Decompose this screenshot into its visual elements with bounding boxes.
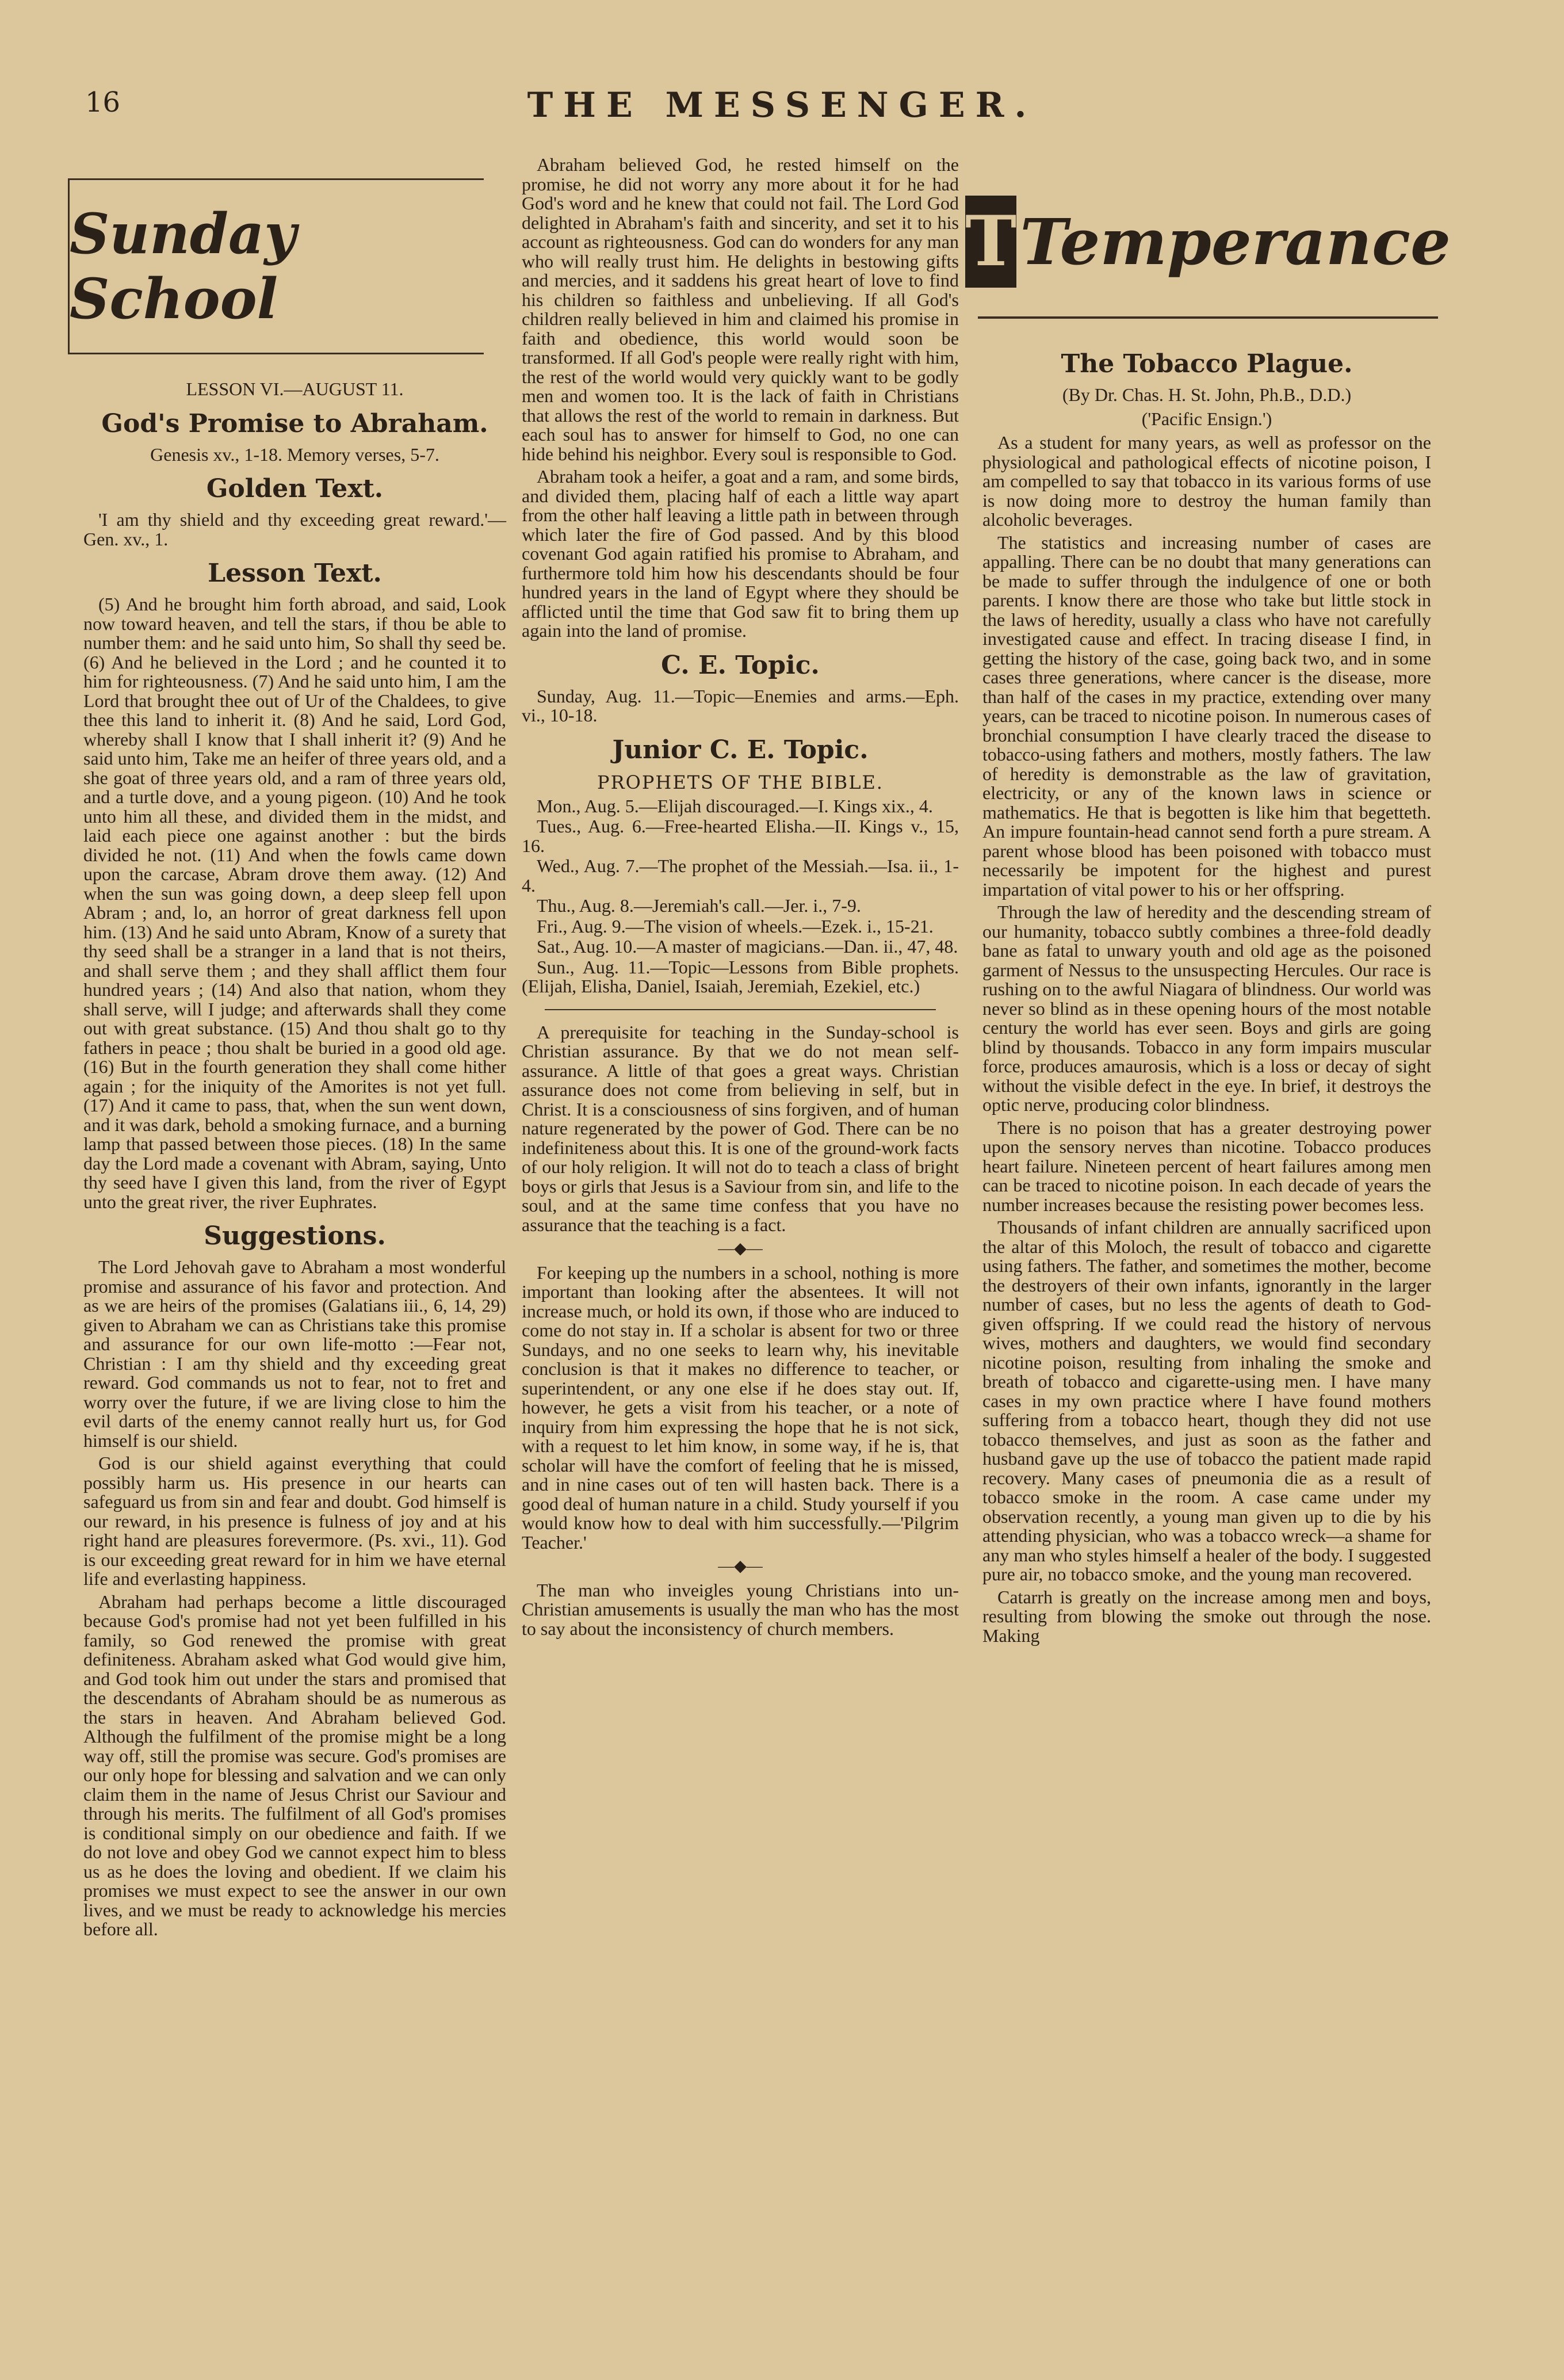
suggestion-paragraph: The Lord Jehovah gave to Abraham a most wonderful promise and assurance of his favor and protection. And as we are heirs of the promises (Galatians iii., 6, 14, 29) given to Abraham we can as Christians take this promise and assurance for our own life-motto :—Fear not, Christian : I am thy shield and thy exceeding great reward. God commands us not to fear, not to fret and worry over the future, if we are living close to him the evil darts of the enemy cannot really hurt us, for God himself is our shield. — [83, 1256, 506, 1451]
junior-ce-heading: Junior C. E. Topic. — [612, 735, 869, 765]
lesson-text-heading: Lesson Text. — [208, 559, 382, 588]
column-right — [982, 339, 1431, 1649]
temperance-initial-box: T — [965, 196, 1016, 288]
list-item: Tues., Aug. 6.—Free-hearted Elisha.—II. Kings v., 15, 16. — [522, 816, 959, 856]
lesson-title: God's Promise to Abraham. — [101, 408, 488, 438]
ornament-divider: —◆— — [718, 1240, 763, 1258]
article-paragraph: The statistics and increasing number of cases are appalling. There can be no doubt that many generations can be made to suffer through the indulgence of one or both parents. I know there are those who take but little stock in the laws of heredity, usually a class who have not carefully investigated cause and effect. In tracing disease I find, in getting the history of the case, going back two, and in some cases three generations, where cancer is the disease, more than half of the cases in my practice, extending over many years, can be traced to nicotine poison. In numerous cases of bronchial consumption I have clearly traced the disease to tobacco-using fathers and mothers, mostly fathers. The law of heredity is demonstrable as the law of gravitation, electricity, or any of the known laws in science or mathematics. He that is begotten is like him that begetteth. An impure fountain-head cannot send forth a pure stream. A parent whose blood has been poisoned with tobacco must necessarily be impotent for the highest and purest impartation of vital power to his or her offspring. — [982, 532, 1431, 900]
suggestion-paragraph: Abraham took a heifer, a goat and a ram, and some birds, and divided them, placing half of each a little way apart from the other half leaving a little path in between through which later the fire of God passed. And by this blood covenant God again ratified his promise to Abraham, and furthermore told him how his descendants should be four hundred years in the land of Egypt where they should be afflicted until the time that God saw fit to bring them up again into the land of promise. — [522, 466, 959, 641]
list-item: Sat., Aug. 10.—A master of magicians.—Dan. ii., 47, 48. — [537, 936, 958, 957]
list-item: Thu., Aug. 8.—Jeremiah's call.—Jer. i., 7-9. — [537, 895, 861, 916]
list-item: Sun., Aug. 11.—Topic—Lessons from Bible prophets. (Elijah, Elisha, Daniel, Isaiah, Jeremiah, Ezekiel, etc.) — [522, 956, 959, 996]
absentees-paragraph: For keeping up the numbers in a school, nothing is more important than looking after the absentees. It will not increase much, or hold its own, if those who are induced to come do not stay in. If a scholar is absent for two or three Sundays, and no one seeks to learn why, his inevitable conclusion is that it makes no difference to teacher, or superintendent, or any one else if he does stay out. If, however, he gets a visit from his teacher, or a note of inquiry from him expressing the hope that he is not sick, with a request to let him know, in some way, if he is, that scholar will have the comfort of feeling that he is missed, and in nine cases out of ten will hasten back. There is a good deal of human nature in a child. Study yourself if you would know how to deal with him successfully.—'Pilgrim Teacher.' — [522, 1262, 959, 1553]
article-paragraph: As a student for many years, as well as professor on the physiological and pathological effects of nicotine poison, I am compelled to say that tobacco in its various forms of use is now doing more to destroy the human family than alcoholic beverages. — [982, 432, 1431, 530]
article-paragraph: Catarrh is greatly on the increase among men and boys, resulting from blowing the smoke out through the nose. Making — [982, 1586, 1431, 1646]
column-middle — [522, 155, 959, 1642]
divider — [545, 1009, 936, 1010]
list-item: Wed., Aug. 7.—The prophet of the Messiah.—Isa. ii., 1-4. — [522, 855, 959, 896]
ornament-divider: —◆— — [718, 1557, 763, 1575]
suggestion-paragraph: Abraham had perhaps become a little discouraged because God's promise had not yet been fulfilled in his family, so God renewed the promise with great definiteness. Abraham asked what God would give him, and God took him out under the stars and promised that the descendants of Abraham should be as numerous as the stars in heaven. And Abraham believed God. Although the fulfilment of the promise might be a long way off, still the promise was secure. God's promises are our only hope for blessing and salvation and we can only claim them in the name of Jesus Christ our Saviour and through his merits. The fulfilment of all God's promises is conditional simply on our obedience and faith. If we do not love and obey God we cannot expect him to bless us as he does the loving and obedient. If we claim his promises we must expect to see the answer in our own lives, and we must be ready to acknowledge his mercies before all. — [83, 1591, 506, 1939]
article-paragraph: There is no poison that has a greater destroying power upon the sensory nerves than nicotine. Tobacco produces heart failure. Nineteen percent of heart failures among men can be traced to nicotine poison. In each decade of years the number increases because the resisting power becomes less. — [982, 1117, 1431, 1215]
masthead: THE MESSENGER. — [527, 85, 1037, 125]
article-paragraph: Through the law of heredity and the descending stream of our humanity, tobacco subtly combines a three-fold deadly bane as fatal to unwary youth and old age as the poisoned garment of Nessus to the unsuspecting Hercules. Our race is rushing on to the awful Niagara of blindness. Our world was never so blind as in these opening hours of the most notable century the world has ever seen. Boys and girls are going blind by thousands. Tobacco in any form impairs muscular force, produces amaurosis, which is a loss or decay of sight without the visible defect in the eye. In brief, it destroys the optic nerve, producing color blindness. — [982, 901, 1431, 1115]
article-byline: (By Dr. Chas. H. St. John, Ph.B., D.D.) — [1062, 384, 1352, 405]
golden-text-heading: Golden Text. — [206, 474, 384, 503]
page-number: 16 — [85, 86, 121, 119]
list-item: Fri., Aug. 9.—The vision of wheels.—Ezek. i., 15-21. — [537, 915, 934, 937]
lesson-number: LESSON VI.—AUGUST 11. — [186, 379, 404, 399]
temperance-banner-text: Temperance — [1020, 204, 1451, 279]
lesson-text: (5) And he brought him forth abroad, and said, Look now toward heaven, and tell the stars, if thou be able to number them: and he said unto him, So shall thy seed be. (6) And he believed in the Lord ; and he counted it to him for righteousness. (7) And he said unto him, I am the Lord that brought thee out of Ur of the Chaldees, to give thee this land to inherit it. (8) And he said, Lord God, whereby shall I know that I shall inherit it? (9) And he said unto him, Take me an heifer of three years old, and a she goat of three years old, and a ram of three years old, and a turtle dove, and a young pigeon. (10) And he took unto him all these, and divided them in the midst, and laid each piece one against another : but the birds divided he not. (11) And when the fowls came down upon the carcase, Abram drove them away. (12) And when the sun was going down, a deep sleep fell upon Abram ; and, lo, an horror of great darkness fell upon him. (13) And he said unto Abram, Know of a surety that thy seed shall be a stranger in a land that is not theirs, and shall serve them ; and they shall afflict them four hundred years ; (14) And also that nation, whom they shall serve, will I judge; and afterwards shall they come out with great substance. (15) And thou shalt go to thy fathers in peace ; thou shalt be buried in a good old age. (16) But in the fourth generation they shall come hither again ; for the iniquity of the Amorites is not yet full. (17) And it came to pass, that, when the sun went down, and it was dark, behold a smoking furnace, and a burning lamp that passed between those pieces. (18) In the same day the Lord made a covenant with Abram, saying, Unto thy seed have I given this land, from the river of Egypt unto the great river, the river Euphrates. — [83, 594, 506, 1212]
list-item: Mon., Aug. 5.—Elijah discouraged.—I. Kings xix., 4. — [537, 795, 933, 816]
article-paragraph: Thousands of infant children are annually sacrificed upon the altar of this Moloch, the result of tobacco and cigarette using fathers. The father, and sometimes the mother, become the destroyers of their own infants, ignorantly in the larger number of cases, but no less the agents of death to God-given offspring. If we could read the history of nervous wives, mothers and daughters, we would find secondary nicotine poison, resulting from inhaling the smoke and breath of tobacco and cigarette-using men. I have many cases in my own practice where I have found mothers suffering from a tobacco heart, though they did not use tobacco themselves, and just as soon as the father and husband gave up the use of tobacco the patient made rapid recovery. Many cases of pneumonia die as a result of tobacco smoke in the room. A case came under my observation recently, a young man given up to die by his attending physician, who was a tobacco wreck—a shame for any man who styles himself a healer of the body. I suggested pure air, no tobacco smoke, and the young man recovered. — [982, 1217, 1431, 1584]
lesson-reference: Genesis xv., 1-18. Memory verses, 5-7. — [150, 444, 439, 465]
junior-topic-list — [522, 797, 959, 996]
golden-text: 'I am thy shield and thy exceeding great reward.'—Gen. xv., 1. — [83, 509, 506, 549]
temperance-banner — [965, 167, 1451, 319]
assurance-paragraph: A prerequisite for teaching in the Sunday-school is Christian assurance. By that we do not mean self-assurance. A little of that goes a great ways. Christian assurance does not come from believing in self, but in Christ. It is a consciousness of sins forgiven, and of human nature regenerated by the power of God. There can be no indefiniteness about this. It is one of the ground-work facts of our holy religion. It will not do to teach a class of bright boys or girls that Jesus is a Saviour from sin, and life to the soul, and at the same time confess that you have no assurance that the teaching is a fact. — [522, 1021, 959, 1235]
suggestions-heading: Suggestions. — [204, 1221, 386, 1251]
article-title: The Tobacco Plague. — [1061, 349, 1353, 379]
ce-topic-heading: C. E. Topic. — [661, 650, 820, 680]
inveigles-paragraph: The man who inveigles young Christians into un-Christian amusements is usually the man who has the most to say about the inconsistency of church members. — [522, 1579, 959, 1639]
sunday-school-banner — [68, 178, 484, 354]
column-left — [83, 380, 506, 1943]
sunday-school-banner-text: Sunday School — [70, 201, 297, 331]
suggestion-paragraph: Abraham believed God, he rested himself on the promise, he did not worry any more about it for he had God's word and he knew that could not fail. The Lord God delighted in Abraham's faith and sincerity, and set it to his account as righteousness. God can do wonders for any man who will really trust him. He delights in bestowing gifts and mercies, and it saddens his great heart of love to find his children so faithless and unbelieving. If all God's children really believed in him and claimed his promise in faith and obedience, this world would soon be transformed. If all God's people were really right with him, the rest of the world would very quickly want to be godly men and women too. It is the lack of faith in Christians that allows the rest of the world to remain in darkness. But each soul has to answer for himself to God, no one can hide behind his neighbor. Every soul is responsible to God. — [522, 154, 959, 464]
junior-ce-subheading: PROPHETS OF THE BIBLE. — [597, 771, 884, 793]
suggestion-paragraph: God is our shield against everything that could possibly harm us. His presence in our hearts can safeguard us from sin and fear and doubt. God himself is our reward, in his presence is fulness of joy and at his right hand are pleasures forevermore. (Ps. xvi., 11). God is our exceeding great reward for in him we have eternal life and everlasting happiness. — [83, 1453, 506, 1589]
article-source: ('Pacific Ensign.') — [1141, 408, 1272, 429]
ce-topic-text: Sunday, Aug. 11.—Topic—Enemies and arms.—Eph. vi., 10-18. — [522, 685, 959, 725]
